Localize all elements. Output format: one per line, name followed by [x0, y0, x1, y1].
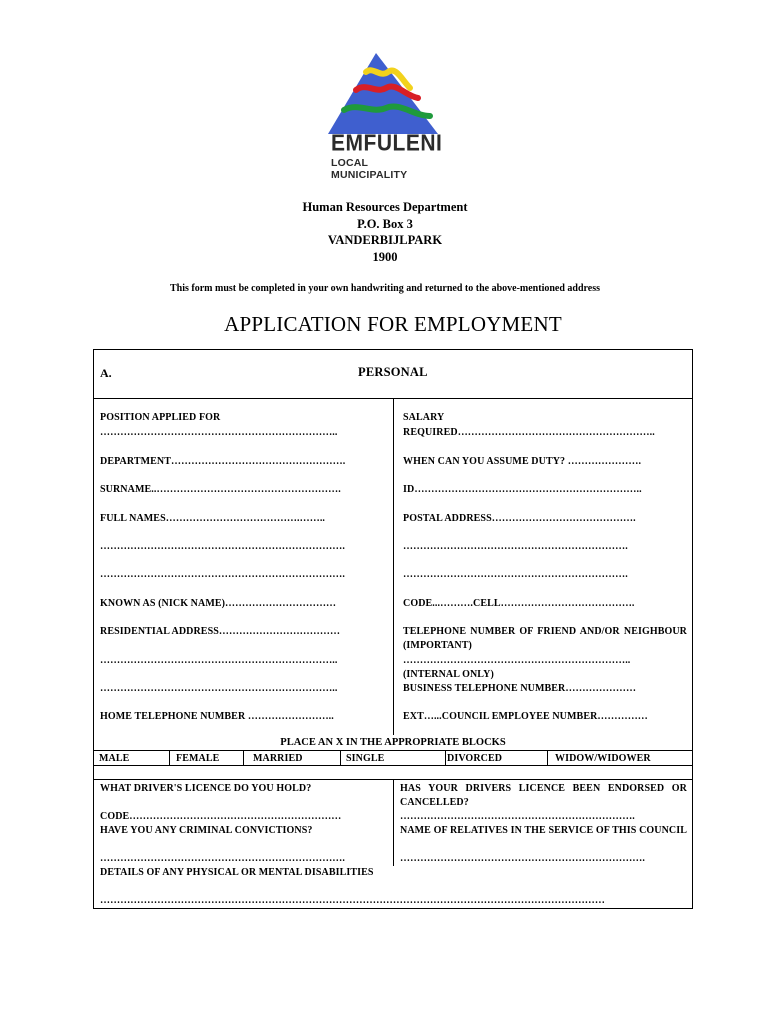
section-title: PERSONAL	[358, 365, 428, 379]
disabilities-field[interactable]: ……………………………………………………………………………………………………………………………………	[100, 895, 605, 906]
residential-address-line-2[interactable]: ……………………………………………………………..	[100, 655, 338, 666]
logo-subtitle: LOCAL MUNICIPALITY	[331, 157, 408, 181]
option-female[interactable]: FEMALE	[176, 753, 220, 764]
address-line: 1900	[372, 249, 398, 264]
column-divider	[547, 750, 548, 765]
internal-only-label: (INTERNAL ONLY)	[403, 669, 494, 680]
position-applied-field[interactable]: ……………………………………………………………..	[100, 427, 338, 438]
column-divider	[340, 750, 341, 765]
address-line: Human Resources Department	[302, 200, 468, 214]
logo-name: EMFULENI	[331, 131, 443, 156]
surname-field[interactable]: SURNAME..……………………………………………….	[100, 484, 341, 495]
code-cell-field[interactable]: CODE...……….CELL………………………………….	[403, 598, 635, 609]
column-divider	[445, 750, 446, 765]
friend-telephone-field[interactable]: …………………………………………………………..	[403, 655, 631, 666]
criminal-convictions-label: HAVE YOU ANY CRIMINAL CONVICTIONS?	[100, 825, 313, 836]
id-field[interactable]: ID…………………………………………………………..	[403, 484, 642, 495]
full-names-line-3[interactable]: ……………………………………………………………….	[100, 569, 345, 580]
postal-address-line-2[interactable]: ………………………………………………………….	[403, 541, 628, 552]
blocks-instruction: PLACE AN X IN THE APPROPRIATE BLOCKS	[280, 737, 506, 748]
friend-telephone-label: TELEPHONE NUMBER OF FRIEND AND/OR NEIGHBOUR (IMPORTANT)	[403, 626, 687, 651]
address-line: P.O. Box 3	[357, 216, 413, 231]
position-applied-label: POSITION APPLIED FOR	[100, 412, 221, 423]
relatives-field[interactable]: ……………………………………………………………….	[400, 853, 645, 864]
column-divider	[393, 779, 394, 866]
nickname-field[interactable]: KNOWN AS (NICK NAME)……………………………	[100, 598, 337, 609]
postal-address-line-3[interactable]: ………………………………………………………….	[403, 569, 628, 580]
residential-address-line-3[interactable]: ……………………………………………………………..	[100, 683, 338, 694]
row-divider	[93, 750, 693, 751]
section-letter: A.	[100, 366, 112, 380]
salary-required-field[interactable]: REQUIRED…………………………………………………..	[403, 427, 655, 438]
home-telephone-field[interactable]: HOME TELEPHONE NUMBER ……………………..	[100, 711, 334, 722]
postal-address-field[interactable]: POSTAL ADDRESS…………………………………….	[403, 513, 636, 524]
option-widow-widower[interactable]: WIDOW/WIDOWER	[555, 753, 651, 764]
disabilities-label: DETAILS OF ANY PHYSICAL OR MENTAL DISABILITIES	[100, 867, 374, 878]
ext-council-field[interactable]: EXT…...COUNCIL EMPLOYEE NUMBER……………	[403, 711, 648, 722]
option-divorced[interactable]: DIVORCED	[447, 753, 503, 764]
residential-address-field[interactable]: RESIDENTIAL ADDRESS………………………………	[100, 626, 341, 637]
assume-duty-field[interactable]: WHEN CAN YOU ASSUME DUTY? ………………….	[403, 456, 642, 467]
department-field[interactable]: DEPARTMENT…………………………………………….	[100, 456, 346, 467]
criminal-convictions-field[interactable]: ……………………………………………………………….	[100, 853, 345, 864]
business-telephone-field[interactable]: BUSINESS TELEPHONE NUMBER…………………	[403, 683, 637, 694]
form-title: APPLICATION FOR EMPLOYMENT	[224, 312, 562, 336]
licence-code-field[interactable]: CODE………………………………………………………	[100, 811, 342, 822]
drivers-licence-label: WHAT DRIVER'S LICENCE DO YOU HOLD?	[100, 783, 312, 794]
relatives-label: NAME OF RELATIVES IN THE SERVICE OF THIS COUNCIL	[400, 825, 687, 836]
salary-label: SALARY	[403, 412, 445, 423]
address-block	[0, 199, 770, 265]
column-divider	[393, 398, 394, 735]
column-divider	[243, 750, 244, 765]
option-single[interactable]: SINGLE	[346, 753, 385, 764]
instruction-text: This form must be completed in your own handwriting and returned to the above-mentioned address	[169, 283, 601, 294]
option-married[interactable]: MARRIED	[253, 753, 303, 764]
address-line: VANDERBIJLPARK	[327, 233, 443, 247]
option-male[interactable]: MALE	[99, 753, 130, 764]
full-names-line-2[interactable]: ……………………………………………………………….	[100, 541, 345, 552]
licence-endorsed-field[interactable]: …………………………………………………………….	[400, 811, 635, 822]
licence-endorsed-label: HAS YOUR DRIVERS LICENCE BEEN ENDORSED OR CANCELLED?	[400, 783, 687, 808]
full-names-field[interactable]: FULL NAMES………………………………….……..	[100, 513, 326, 524]
column-divider	[169, 750, 170, 765]
